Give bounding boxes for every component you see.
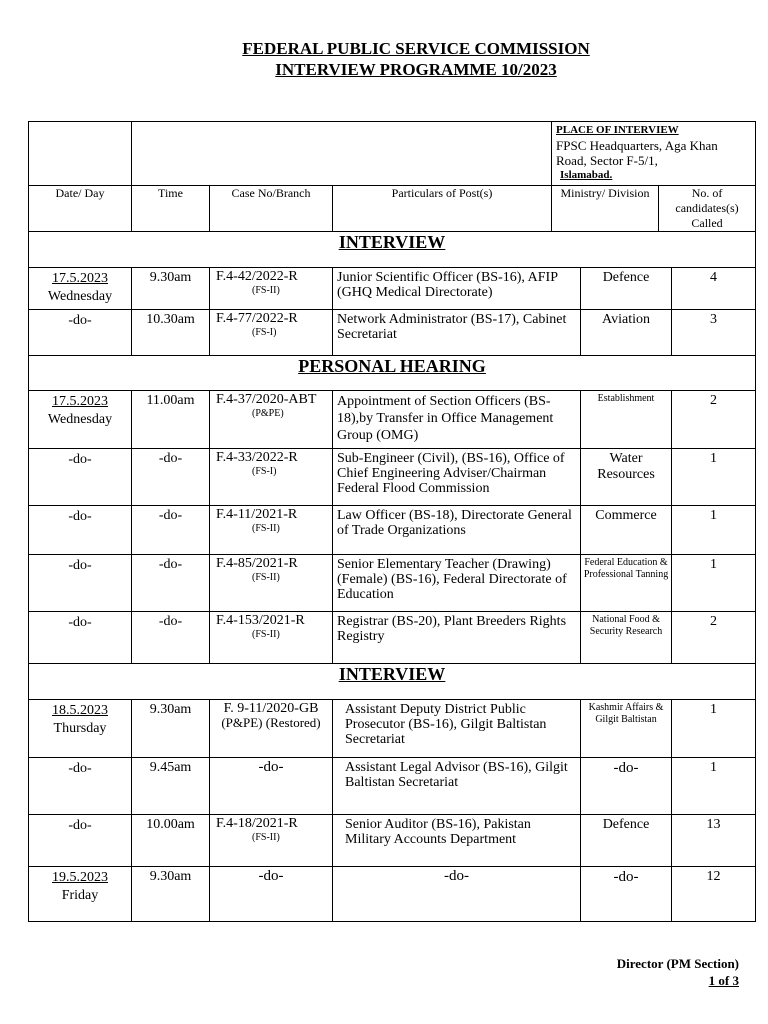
date-cell: -do- — [29, 310, 132, 356]
table-row — [29, 310, 756, 356]
candidates-cell: 3 — [672, 310, 756, 356]
post-cell: Sub-Engineer (Civil), (BS-16), Office of Chief Engineering Adviser/Chairman Federal Flood Commission — [333, 449, 581, 506]
section-title-interview: INTERVIEW — [29, 232, 756, 268]
col-case: Case No/Branch — [210, 186, 333, 232]
post-cell: Registrar (BS-20), Plant Breeders Rights Registry — [333, 612, 581, 664]
case-cell: F.4-33/2022-R (FS-I) — [210, 449, 333, 506]
post-cell: Appointment of Section Officers (BS-18),by Transfer in Office Management Group (OMG) — [333, 391, 581, 449]
col-particulars: Particulars of Post(s) — [333, 186, 552, 232]
place-of-interview — [552, 122, 756, 186]
case-cell: F. 9-11/2020-GB (P&PE) (Restored) — [210, 700, 333, 758]
case-cell: -do- — [210, 758, 333, 815]
time-cell: -do- — [132, 506, 210, 555]
time-cell: -do- — [132, 555, 210, 612]
time-cell: 9.30am — [132, 867, 210, 922]
time-cell: 10.00am — [132, 815, 210, 867]
case-cell: F.4-85/2021-R (FS-II) — [210, 555, 333, 612]
page-number: 1 of 3 — [708, 973, 739, 988]
time-cell: 11.00am — [132, 391, 210, 449]
ministry-cell: Commerce — [581, 506, 672, 555]
date-cell: -do- — [29, 449, 132, 506]
ministry-cell: Defence — [581, 815, 672, 867]
candidates-cell: 12 — [672, 867, 756, 922]
case-cell: F.4-18/2021-R (FS-II) — [210, 815, 333, 867]
ministry-cell: Defence — [581, 268, 672, 310]
candidates-cell: 4 — [672, 268, 756, 310]
table-row — [29, 555, 756, 612]
ministry-cell: Water Resources — [581, 449, 672, 506]
post-cell: Assistant Deputy District Public Prosecutor (BS-16), Gilgit Baltistan Secretariat — [333, 700, 581, 758]
signatory: Director (PM Section) — [616, 956, 739, 971]
table-row — [29, 268, 756, 310]
col-date: Date/ Day — [29, 186, 132, 232]
candidates-cell: 1 — [672, 506, 756, 555]
ministry-cell: Establishment — [581, 391, 672, 449]
ministry-cell: Federal Education & Professional Tanning — [581, 555, 672, 612]
ministry-cell: -do- — [581, 758, 672, 815]
case-cell: F.4-77/2022-R (FS-I) — [210, 310, 333, 356]
date-cell: 17.5.2023 Wednesday — [29, 268, 132, 310]
place-city: Islamabad. — [560, 169, 613, 181]
post-cell: Assistant Legal Advisor (BS-16), Gilgit Baltistan Secretariat — [333, 758, 581, 815]
date-cell: -do- — [29, 506, 132, 555]
candidates-cell: 1 — [672, 700, 756, 758]
case-cell: F.4-11/2021-R (FS-II) — [210, 506, 333, 555]
document-title: FEDERAL PUBLIC SERVICE COMMISSION — [242, 39, 590, 58]
table-row — [29, 758, 756, 815]
date-cell: -do- — [29, 815, 132, 867]
time-cell: 10.30am — [132, 310, 210, 356]
interview-schedule-table — [28, 121, 756, 922]
ministry-cell: Aviation — [581, 310, 672, 356]
time-cell: 9.30am — [132, 268, 210, 310]
time-cell: -do- — [132, 612, 210, 664]
date-cell: -do- — [29, 758, 132, 815]
place-address: FPSC Headquarters, Aga Khan Road, Sector F-5/1, — [556, 138, 718, 168]
table-row — [29, 506, 756, 555]
case-cell: F.4-153/2021-R (FS-II) — [210, 612, 333, 664]
ministry-cell: National Food & Security Research — [581, 612, 672, 664]
candidates-cell: 13 — [672, 815, 756, 867]
date-cell: 17.5.2023 Wednesday — [29, 391, 132, 449]
blank-cell — [132, 122, 552, 186]
post-cell: Network Administrator (BS-17), Cabinet Secretariat — [333, 310, 581, 356]
col-candidates: No. of candidates(s) Called — [659, 186, 756, 232]
table-row — [29, 391, 756, 449]
post-cell: Senior Elementary Teacher (Drawing) (Female) (BS-16), Federal Directorate of Education — [333, 555, 581, 612]
candidates-cell: 1 — [672, 758, 756, 815]
column-header-row — [29, 186, 756, 232]
date-cell: -do- — [29, 612, 132, 664]
candidates-cell: 2 — [672, 612, 756, 664]
table-row — [29, 815, 756, 867]
candidates-cell: 1 — [672, 449, 756, 506]
col-time: Time — [132, 186, 210, 232]
case-cell: -do- — [210, 867, 333, 922]
col-ministry: Ministry/ Division — [552, 186, 659, 232]
section-title-interview: INTERVIEW — [29, 664, 756, 700]
time-cell: 9.45am — [132, 758, 210, 815]
section-title-personal-hearing: PERSONAL HEARING — [29, 356, 756, 391]
post-cell: -do- — [333, 867, 581, 922]
time-cell: -do- — [132, 449, 210, 506]
date-cell: 18.5.2023 Thursday — [29, 700, 132, 758]
table-row — [29, 612, 756, 664]
date-cell: -do- — [29, 555, 132, 612]
case-cell: F.4-42/2022-R (FS-II) — [210, 268, 333, 310]
ministry-cell: -do- — [581, 867, 672, 922]
ministry-cell: Kashmir Affairs & Gilgit Baltistan — [581, 700, 672, 758]
post-cell: Senior Auditor (BS-16), Pakistan Military Accounts Department — [333, 815, 581, 867]
date-cell: 19.5.2023 Friday — [29, 867, 132, 922]
time-cell: 9.30am — [132, 700, 210, 758]
table-row — [29, 449, 756, 506]
table-row — [29, 700, 756, 758]
document-subtitle: INTERVIEW PROGRAMME 10/2023 — [275, 60, 557, 79]
blank-cell — [29, 122, 132, 186]
post-cell: Law Officer (BS-18), Directorate General of Trade Organizations — [333, 506, 581, 555]
table-row — [29, 867, 756, 922]
place-label: PLACE OF INTERVIEW — [556, 124, 679, 136]
case-cell: F.4-37/2020-ABT (P&PE) — [210, 391, 333, 449]
candidates-cell: 1 — [672, 555, 756, 612]
candidates-cell: 2 — [672, 391, 756, 449]
post-cell: Junior Scientific Officer (BS-16), AFIP (GHQ Medical Directorate) — [333, 268, 581, 310]
